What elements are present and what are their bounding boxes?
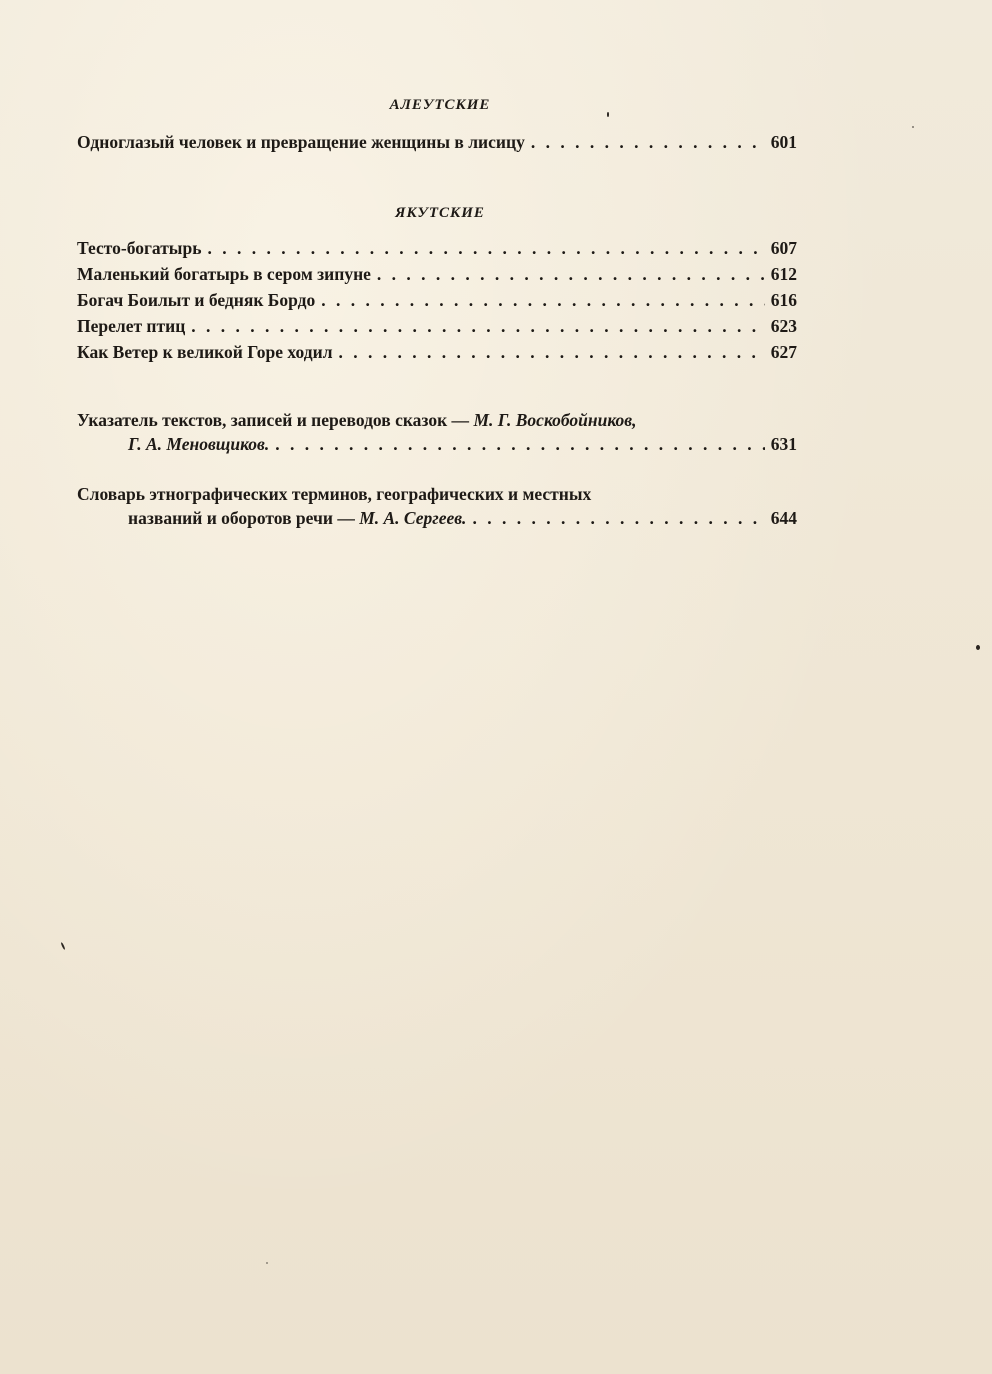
section-heading-yakut: ЯКУТСКИЕ [395,205,485,221]
entry-title: Как Ветер к великой Горе ходил [77,342,333,362]
entry-title: Маленький богатырь в сером зипуне [77,264,371,284]
appendix-authors: М. А. Сергеев. [359,508,467,528]
appendix-authors: М. Г. Воскобойников, [473,410,637,430]
dot-leader [321,289,765,311]
appendix-entry-line1[interactable] [77,483,591,505]
entry-page-number: 627 [770,342,797,362]
appendix-authors: Г. А. Меновщиков. [128,434,270,454]
appendix-title: Указатель текстов, записей и переводов сказок — [77,410,470,430]
entry-page-number: 601 [770,132,797,152]
entry-page-number: 644 [770,508,797,528]
dot-leader [531,131,765,153]
paper-speck [60,942,65,950]
entry-title: Перелет птиц [77,316,186,336]
entry-title: Богач Боилыт и бедняк Бордо [77,290,316,310]
entry-title: Одноглазый человек и превращение женщины в лисицу [77,132,525,152]
appendix-entry-line1[interactable] [77,409,636,431]
entry-page-number: 631 [770,434,797,454]
entry-title: Тесто-богатырь [77,238,202,258]
dot-leader [191,315,764,337]
toc-entry[interactable] [77,237,797,259]
appendix-title: Словарь этнографических терминов, географических и местных [77,484,592,504]
toc-entry[interactable] [77,131,797,153]
paper-speck [607,112,609,117]
paper-speck [912,126,914,128]
appendix-title-continuation: названий и оборотов речи — [128,508,355,528]
appendix-title [128,507,466,529]
toc-entry[interactable] [77,289,797,311]
entry-page-number: 623 [770,316,797,336]
toc-entry[interactable] [77,341,797,363]
paper-speck [266,1262,268,1264]
dot-leader [472,507,764,529]
toc-entry[interactable] [128,433,797,455]
section-heading-aleut: АЛЕУТСКИЕ [389,97,491,113]
toc-entry[interactable] [77,263,797,285]
dot-leader [339,341,765,363]
toc-entry[interactable] [128,507,797,529]
entry-page-number: 612 [770,264,797,284]
dot-leader [377,263,765,285]
paper-speck [976,645,980,650]
dot-leader [207,237,764,259]
toc-entry[interactable] [77,315,797,337]
entry-page-number: 616 [770,290,797,310]
entry-page-number: 607 [770,238,797,258]
dot-leader [275,433,765,455]
